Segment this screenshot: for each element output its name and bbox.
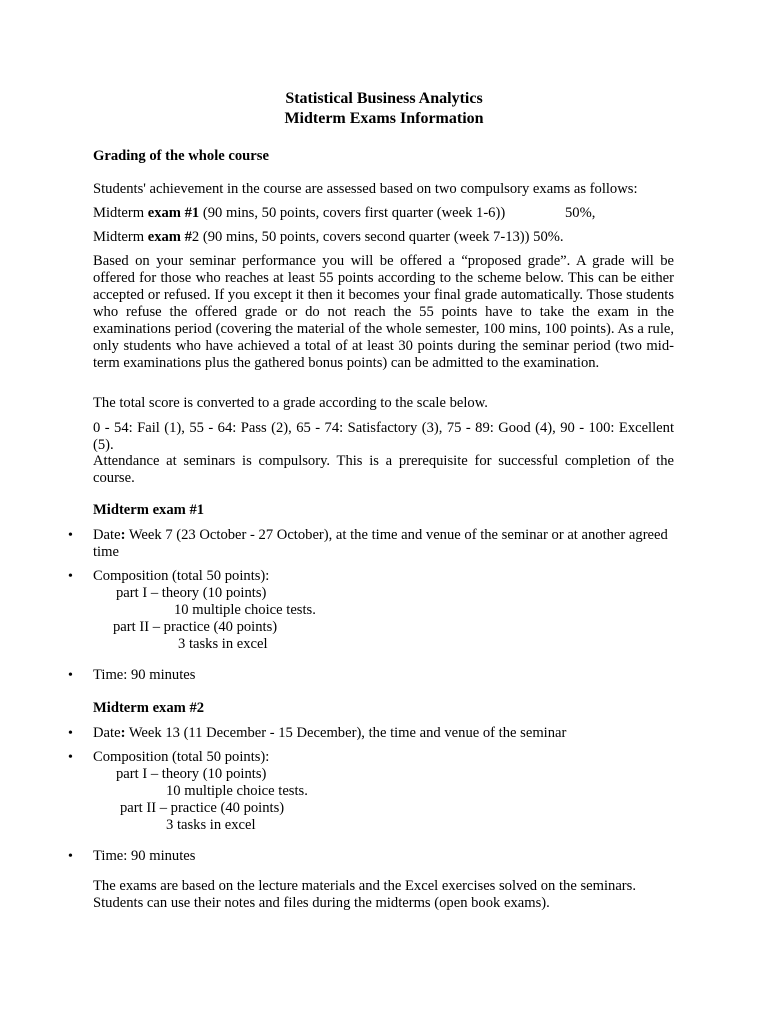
exam1-prefix: Midterm bbox=[93, 205, 148, 221]
scale-intro: The total score is converted to a grade according to the scale below. bbox=[93, 395, 488, 411]
midterm1-date-text: Week 7 (23 October - 27 October), at the time and venue of the seminar or at another agreed time bbox=[93, 527, 668, 560]
exam2-label: exam # bbox=[147, 229, 192, 245]
bullet-icon: • bbox=[68, 726, 73, 741]
midterm1-date-colon: : bbox=[120, 527, 126, 543]
document-subtitle: Midterm Exams Information bbox=[284, 110, 484, 127]
midterm2-date-colon: : bbox=[120, 725, 126, 741]
bullet-icon: • bbox=[68, 668, 73, 683]
midterm2-date-label: Date bbox=[93, 725, 121, 741]
midterm2-composition: Composition (total 50 points): bbox=[93, 749, 270, 765]
midterm2-part1-detail: 10 multiple choice tests. bbox=[166, 783, 308, 799]
grade-scale: 0 - 54: Fail (1), 55 - 64: Pass (2), 65 - 74: Satisfactory (3), 75 - 89: Good (4), 90 - 100: Excellent (5). bbox=[93, 420, 674, 453]
seminar-grade-paragraph: Based on your seminar performance you will be offered a “proposed grade”. A grade will be offered for those who reaches at least 55 points according to the scheme below. This can be either accepted or refused. If you except it then it becomes your final grade automatically. Those students who refuse the offered grade or do not reach the 55 points have to take the exam in the examinations period (covering the material of the whole semester, 100 mins, 100 points). As a rule, only students who have achieved a total of at least 30 points during the seminar period (two mid-term examinations plus the gathered bonus points) can be admitted to the examination. bbox=[93, 253, 674, 371]
closing-paragraph: The exams are based on the lecture materials and the Excel exercises solved on the seminars. Students can use their notes and files during the midterms (open book exams). bbox=[93, 878, 636, 911]
exam2-weight-line bbox=[93, 229, 674, 246]
exam2-prefix: Midterm bbox=[93, 229, 148, 245]
exam1-label: exam #1 bbox=[147, 205, 200, 221]
bullet-icon: • bbox=[68, 750, 73, 765]
midterm2-time: Time: 90 minutes bbox=[93, 848, 196, 864]
bullet-icon: • bbox=[68, 528, 73, 543]
midterm1-date bbox=[93, 527, 674, 561]
midterm2-part2-detail: 3 tasks in excel bbox=[166, 817, 256, 833]
midterm2-part1: part I – theory (10 points) bbox=[116, 766, 267, 782]
midterm1-composition: Composition (total 50 points): bbox=[93, 568, 270, 584]
midterm1-time: Time: 90 minutes bbox=[93, 667, 196, 683]
midterm1-part1-detail: 10 multiple choice tests. bbox=[174, 602, 316, 618]
section-heading-midterm2: Midterm exam #2 bbox=[93, 700, 205, 716]
midterm1-part2: part II – practice (40 points) bbox=[113, 619, 278, 635]
midterm2-part2: part II – practice (40 points) bbox=[120, 800, 285, 816]
midterm1-date-label: Date bbox=[93, 527, 121, 543]
section-heading-grading: Grading of the whole course bbox=[93, 148, 269, 164]
exam1-weight-line bbox=[93, 205, 674, 222]
midterm2-date-text: Week 13 (11 December - 15 December), the time and venue of the seminar bbox=[125, 725, 567, 741]
bullet-icon: • bbox=[68, 569, 73, 584]
section-heading-midterm1: Midterm exam #1 bbox=[93, 502, 205, 518]
grading-intro: Students' achievement in the course are assessed based on two compulsory exams as follows: bbox=[93, 181, 638, 197]
attendance-note: Attendance at seminars is compulsory. This is a prerequisite for successful completion of the course. bbox=[93, 453, 674, 486]
midterm2-date bbox=[93, 725, 674, 742]
exam2-description: 2 (90 mins, 50 points, covers second quarter (week 7-13)) 50%. bbox=[191, 229, 564, 245]
exam1-percentage: 50%, bbox=[565, 205, 596, 221]
midterm1-part1: part I – theory (10 points) bbox=[116, 585, 267, 601]
midterm1-part2-detail: 3 tasks in excel bbox=[178, 636, 268, 652]
bullet-icon: • bbox=[68, 849, 73, 864]
exam1-description: (90 mins, 50 points, covers first quarter (week 1-6)) bbox=[199, 205, 506, 221]
document-title: Statistical Business Analytics bbox=[285, 90, 483, 107]
